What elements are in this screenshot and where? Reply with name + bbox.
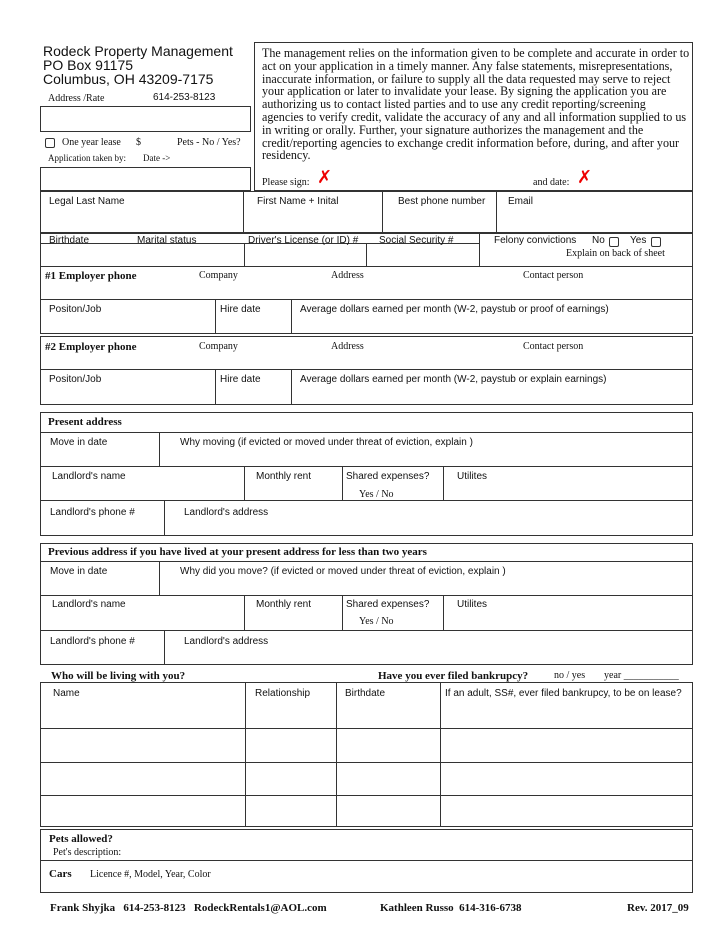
previous-landlord-row (40, 595, 693, 631)
previous-title-row (40, 543, 693, 562)
employer1-address-label: Address (331, 270, 364, 281)
previous-landlord-contact-row (40, 630, 693, 665)
sign-date-label: and date: (533, 177, 570, 188)
disclaimer-text: The management relies on the information given to be complete and accurate in order to act on your application in a timely manner. Any false statements, misrepresentations, inaccurate information, or failure to supply all the data requested may serve to reject your application or later to invalidate your lease. By signing the application you are authorizing us to contact listed parties and to use any credit reporting/screening agencies to verify credit, validate the accuracy of any and all information supplied to us in writing or orally. Further, your signature authorizes the management and the credit/reporting agencies to exchange credit information before, during, and after your residency. (262, 46, 690, 163)
previous-title: Previous address if you have lived at your present address for less than two years (48, 546, 427, 558)
sign-x-icon[interactable]: ✗ (317, 167, 333, 188)
present-shared-yesno[interactable]: Yes / No (359, 489, 394, 500)
one-year-lease-checkbox[interactable] (45, 138, 55, 148)
footer-contact-frank: Frank Shyjka 614-253-8123 RodeckRentals1@AOL.com (50, 902, 327, 914)
employer2-position-label: Positon/Job (49, 374, 102, 385)
present-landlord-row (40, 466, 693, 501)
occupants-col-birthdate: Birthdate (345, 688, 386, 699)
employer1-hire-label: Hire date (220, 304, 261, 315)
present-move-row (40, 432, 693, 467)
disclaimer-box (254, 42, 693, 191)
license-label: Driver's License (or ID) # (248, 235, 359, 246)
cars-title: Cars (49, 868, 72, 880)
occupants-col-relationship: Relationship (255, 688, 311, 699)
taken-row (48, 153, 248, 165)
employer2-earnings-label: Average dollars earned per month (W-2, paystub or explain earnings) (300, 374, 607, 385)
present-why-label: Why moving (if evicted or moved under threat of eviction, explain ) (180, 437, 473, 448)
previous-move-in-label: Move in date (50, 566, 108, 577)
pets-title: Pets allowed? (49, 833, 113, 845)
employer2-title: #2 Employer phone (45, 341, 137, 353)
present-title: Present address (48, 416, 122, 428)
taken-by-label: Application taken by: (48, 153, 126, 163)
occupants-title: Who will be living with you? (51, 670, 186, 682)
previous-utilities-label: Utilites (457, 599, 488, 610)
previous-shared-label: Shared expenses? (346, 599, 430, 610)
footer-revision: Rev. 2017_09 (627, 902, 689, 914)
ssn-label: Social Security # (379, 235, 454, 246)
present-shared-label: Shared expenses? (346, 471, 430, 482)
present-landlord-phone-label: Landlord's phone # (50, 507, 135, 518)
occupants-table (40, 682, 693, 827)
lease-dollar-label: $ (136, 137, 141, 148)
employer2-company-label: Company (199, 341, 238, 352)
previous-shared-yesno[interactable]: Yes / No (359, 616, 394, 627)
bankruptcy-noyes[interactable]: no / yes (554, 670, 586, 681)
birthdate-label: Birthdate (49, 235, 90, 246)
sign-label: Please sign: (262, 177, 310, 188)
occupants-col-name: Name (53, 688, 80, 699)
company-city: Columbus, OH 43209-7175 (43, 71, 214, 87)
present-rent-label: Monthly rent (256, 471, 312, 482)
felony-label: Felony convictions (494, 235, 577, 246)
occupants-col-adult: If an adult, SS#, ever filed bankrupcy, to be on lease? (445, 688, 682, 699)
previous-landlord-name-label: Landlord's name (52, 599, 126, 610)
cars-row (40, 860, 693, 893)
address-rate-label: Address /Rate (48, 93, 105, 104)
first-name-label: First Name + Inital (257, 196, 339, 207)
employer2-hire-label: Hire date (220, 374, 261, 385)
bankruptcy-question: Have you ever filed bankrupcy? (378, 670, 529, 682)
previous-landlord-address-label: Landlord's address (184, 636, 269, 647)
present-utilities-label: Utilites (457, 471, 488, 482)
employer2-job-row (40, 369, 693, 405)
date-x-icon[interactable]: ✗ (577, 167, 593, 188)
felony-explain-note: Explain on back of sheet (566, 248, 665, 259)
one-year-lease-label: One year lease (62, 137, 121, 148)
felony-yes-checkbox[interactable] (651, 237, 661, 247)
lease-row (44, 137, 249, 149)
pets-description-label: Pet's description: (53, 847, 122, 858)
employer1-contact-label: Contact person (523, 270, 584, 281)
present-move-in-label: Move in date (50, 437, 108, 448)
previous-rent-label: Monthly rent (256, 599, 312, 610)
present-landlord-address-label: Landlord's address (184, 507, 269, 518)
employer2-row (40, 336, 693, 370)
previous-why-label: Why did you move? (if evicted or moved under threat of eviction, explain ) (180, 566, 506, 577)
previous-landlord-phone-label: Landlord's phone # (50, 636, 135, 647)
pets-label: Pets - No / Yes? (177, 137, 241, 148)
employer1-company-label: Company (199, 270, 238, 281)
taken-date-label: Date -> (143, 153, 171, 163)
company-po-box: PO Box 91175 (43, 57, 134, 73)
employer2-contact-label: Contact person (523, 341, 584, 352)
applicant-row-names (40, 191, 693, 233)
company-name: Rodeck Property Management (43, 43, 233, 59)
bankruptcy-year[interactable]: year ___________ (604, 670, 679, 681)
email-label: Email (508, 196, 534, 207)
employer1-position-label: Positon/Job (49, 304, 102, 315)
felony-yes-label: Yes (630, 235, 647, 246)
taken-by-field[interactable] (40, 167, 251, 191)
last-name-label: Legal Last Name (49, 196, 125, 207)
employer1-title: #1 Employer phone (45, 270, 137, 282)
phone-label: Best phone number (398, 196, 486, 207)
address-rate-field[interactable] (40, 106, 251, 132)
footer-contact-kathleen: Kathleen Russo 614-316-6738 (380, 902, 522, 914)
pets-row (40, 829, 693, 861)
present-landlord-contact-row (40, 500, 693, 536)
employer1-row (40, 266, 693, 300)
cars-detail-label: Licence #, Model, Year, Color (90, 869, 211, 880)
present-title-row (40, 412, 693, 433)
marital-label: Marital status (137, 235, 197, 246)
applicant-row-ids (40, 233, 693, 267)
employer1-job-row (40, 299, 693, 334)
felony-no-label: No (592, 235, 605, 246)
present-landlord-name-label: Landlord's name (52, 471, 126, 482)
company-phone: 614-253-8123 (153, 92, 216, 103)
employer1-earnings-label: Average dollars earned per month (W-2, paystub or proof of earnings) (300, 304, 609, 315)
previous-move-row (40, 561, 693, 596)
employer2-address-label: Address (331, 341, 364, 352)
felony-no-checkbox[interactable] (609, 237, 619, 247)
